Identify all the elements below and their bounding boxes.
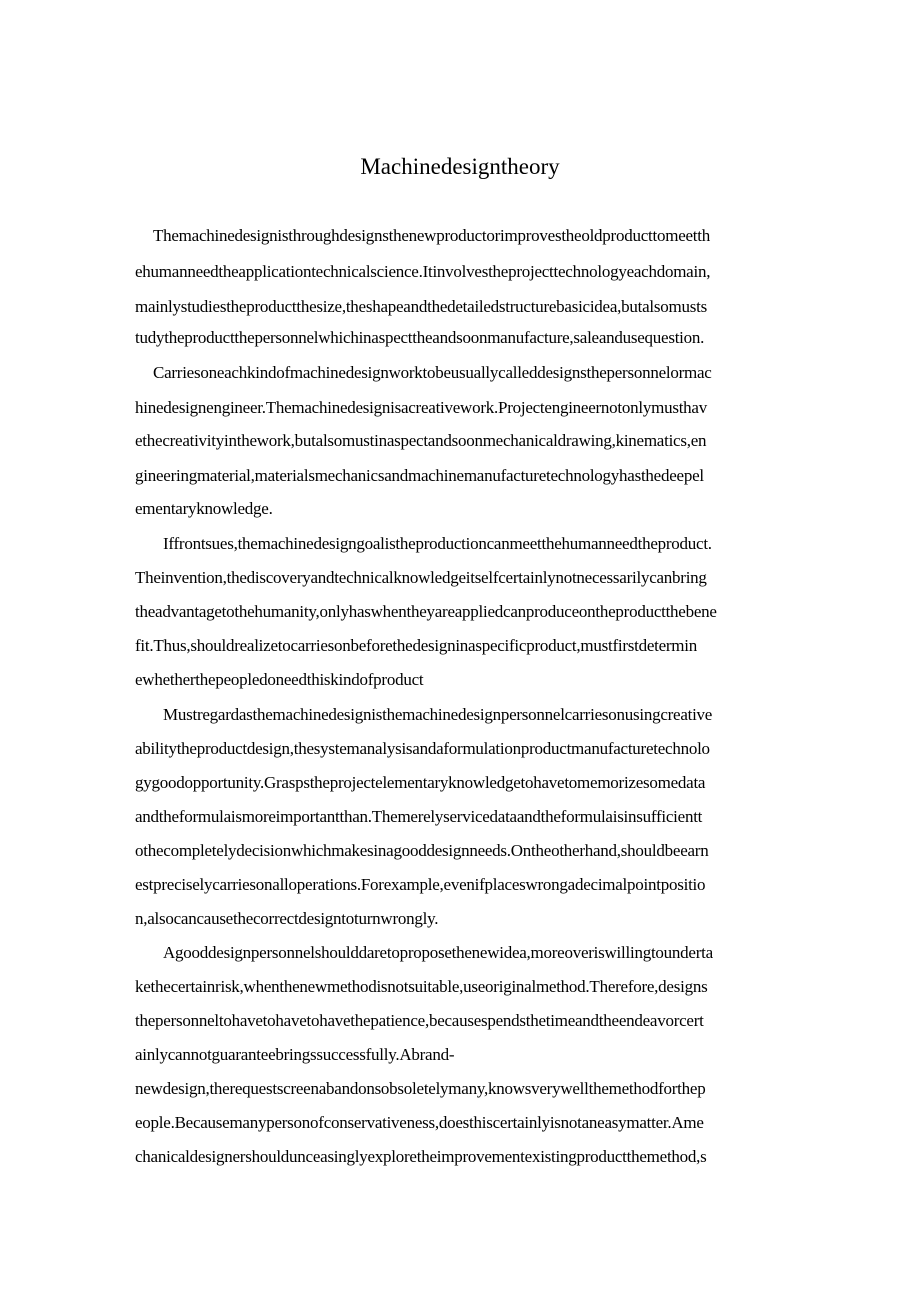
- text-line: mainlystudiestheproductthesize,theshapeandthedetailedstructurebasicidea,butalsomusts: [135, 297, 707, 316]
- text-line: ewhetherthepeopledoneedthiskindofproduct: [135, 670, 424, 689]
- text-line: ethecreativityinthework,butalsomustinaspectandsoonmechanicaldrawing,kinematics,en: [135, 431, 707, 450]
- text-line: Iffrontsues,themachinedesigngoalistheproductioncanmeetthehumanneedtheproduct.: [163, 534, 712, 553]
- text-line: othecompletelydecisionwhichmakesinagooddesignneeds.Ontheotherhand,shouldbeearn: [135, 841, 709, 860]
- text-line: ementaryknowledge.: [135, 499, 273, 518]
- text-line: ainlycannotguaranteebringssuccessfully.Abrand-: [135, 1045, 455, 1064]
- text-line: Agooddesignpersonnelshoulddaretoproposethenewidea,moreoveriswillingtounderta: [163, 943, 713, 962]
- text-line: chanicaldesignershouldunceasinglyexploretheimprovementexistingproductthemethod,s: [135, 1147, 707, 1166]
- text-line: gineeringmaterial,materialsmechanicsandmachinemanufacturetechnologyhasthedeepel: [135, 466, 704, 485]
- text-line: abilitytheproductdesign,thesystemanalysisandaformulationproductmanufacturetechnolo: [135, 739, 710, 758]
- text-line: gygoodopportunity.Graspstheprojectelementaryknowledgetohavetomemorizesomedata: [135, 773, 706, 792]
- text-line: theadvantagetothehumanity,onlyhaswhentheyareappliedcanproduceontheproductthebene: [135, 602, 717, 621]
- page-title: Machinedesigntheory: [360, 154, 560, 179]
- text-line: newdesign,therequestscreenabandonsobsoletelymany,knowsverywellthemethodforthep: [135, 1079, 706, 1098]
- text-line: estpreciselycarriesonalloperations.Forexample,evenifplaceswrongadecimalpointpositio: [135, 875, 706, 894]
- text-line: n,alsocancausethecorrectdesigntoturnwrongly.: [135, 909, 439, 928]
- text-line: kethecertainrisk,whenthenewmethodisnotsuitable,useoriginalmethod.Therefore,designs: [135, 977, 708, 996]
- text-line: Mustregardasthemachinedesignisthemachinedesignpersonnelcarriesonusingcreative: [163, 705, 713, 724]
- text-line: andtheformulaismoreimportantthan.Themerelyservicedataandtheformulaisinsufficientt: [135, 807, 703, 826]
- text-line: eople.Becausemanypersonofconservativeness,doesthiscertainlyisnotaneasymatter.Ame: [135, 1113, 704, 1132]
- text-line: thepersonneltohavetohavetohavethepatience,becausespendsthetimeandtheendeavorcert: [135, 1011, 704, 1030]
- text-line: Theinvention,thediscoveryandtechnicalknowledgeitselfcertainlynotnecessarilycanbring: [135, 568, 707, 587]
- text-line: ehumanneedtheapplicationtechnicalscience.Itinvolvestheprojecttechnologyeachdomain,: [135, 262, 711, 281]
- text-line: tudytheproductthepersonnelwhichinaspecttheandsoonmanufacture,saleandusequestion.: [135, 328, 705, 347]
- text-line: fit.Thus,shouldrealizetocarriesonbeforethedesigninaspecificproduct,mustfirstdetermin: [135, 636, 697, 655]
- text-line: hinedesignengineer.Themachinedesignisacreativework.Projectengineernotonlymusthav: [135, 398, 707, 417]
- text-line: Themachinedesignisthroughdesignsthenewproductorimprovestheoldproducttomeetth: [153, 226, 710, 245]
- text-line: Carriesoneachkindofmachinedesignworktobeusuallycalleddesignsthepersonnelormac: [153, 363, 712, 382]
